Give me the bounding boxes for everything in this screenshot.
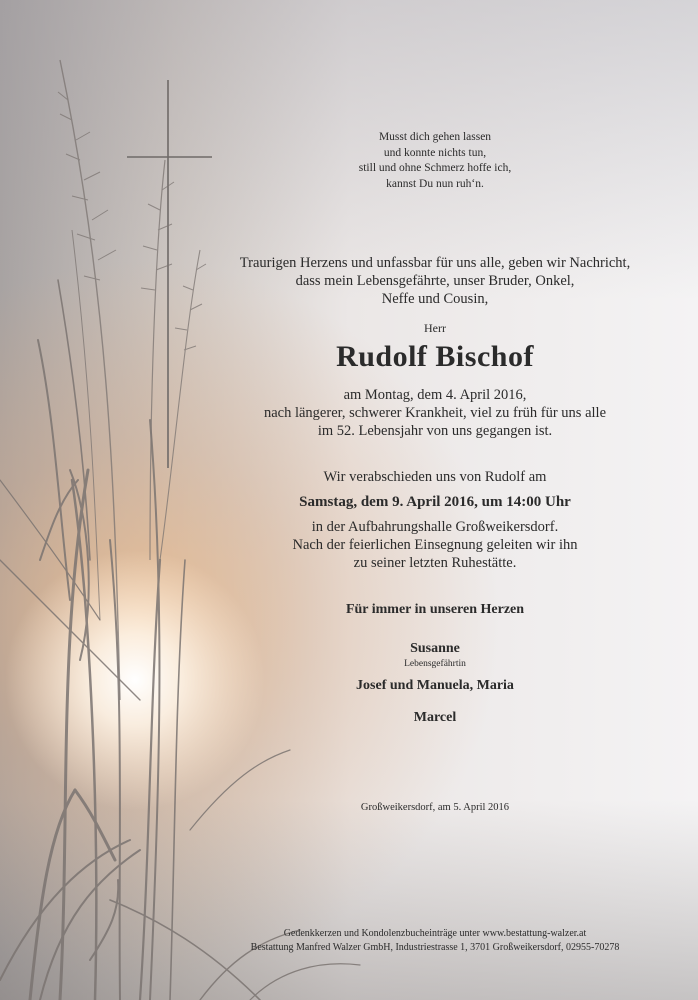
farewell-intro: Wir verabschieden uns von Rudolf am xyxy=(323,469,547,485)
service-line: Nach der feierlichen Einsegnung geleiten wir ihn xyxy=(292,537,578,553)
poem-line: kannst Du nun ruh‘n. xyxy=(386,177,484,190)
intro-line: Traurigen Herzens und unfassbar für uns alle, geben wir Nachricht, xyxy=(239,255,631,271)
service-line: in der Aufbahrungshalle Großweikersdorf. xyxy=(311,519,559,535)
poem-line: still und ohne Schmerz hoffe ich, xyxy=(358,162,512,174)
death-line: im 52. Lebensjahr von uns gegangen ist. xyxy=(317,423,553,439)
motto: Für immer in unseren Herzen xyxy=(345,602,525,617)
death-line: nach längerer, schwerer Krankheit, viel zu früh für uns alle xyxy=(263,405,607,421)
poem-line: Musst dich gehen lassen xyxy=(378,131,492,143)
poem xyxy=(215,130,655,192)
announcement-intro xyxy=(215,254,655,308)
mourner-name: Marcel xyxy=(413,710,457,725)
service-details xyxy=(215,518,655,572)
mourner-name: Josef und Manuela, Maria xyxy=(356,678,514,693)
place-and-date: Großweikersdorf, am 5. April 2016 xyxy=(360,802,510,813)
death-details xyxy=(215,386,655,440)
intro-line: dass mein Lebensgefährte, unser Bruder, Onkel, xyxy=(295,273,575,289)
footer-line: Bestattung Manfred Walzer GmbH, Industriestrasse 1, 3701 Großweikersdorf, 02955-70278 xyxy=(250,941,620,953)
footer xyxy=(215,927,655,954)
mourner-role: Lebensgefährtin xyxy=(404,659,466,669)
salutation: Herr xyxy=(424,321,446,335)
service-line: zu seiner letzten Ruhestätte. xyxy=(353,555,517,571)
deceased-name: Rudolf Bischof xyxy=(336,340,534,373)
footer-line: Gedenkkerzen und Kondolenzbucheinträge unter www.bestattung-walzer.at xyxy=(283,928,587,939)
mourner-name: Susanne xyxy=(410,641,460,656)
service-date: Samstag, dem 9. April 2016, um 14:00 Uhr xyxy=(299,494,571,510)
intro-line: Neffe und Cousin, xyxy=(381,291,489,307)
poem-line: und konnte nichts tun, xyxy=(383,146,487,159)
death-line: am Montag, dem 4. April 2016, xyxy=(343,387,527,403)
